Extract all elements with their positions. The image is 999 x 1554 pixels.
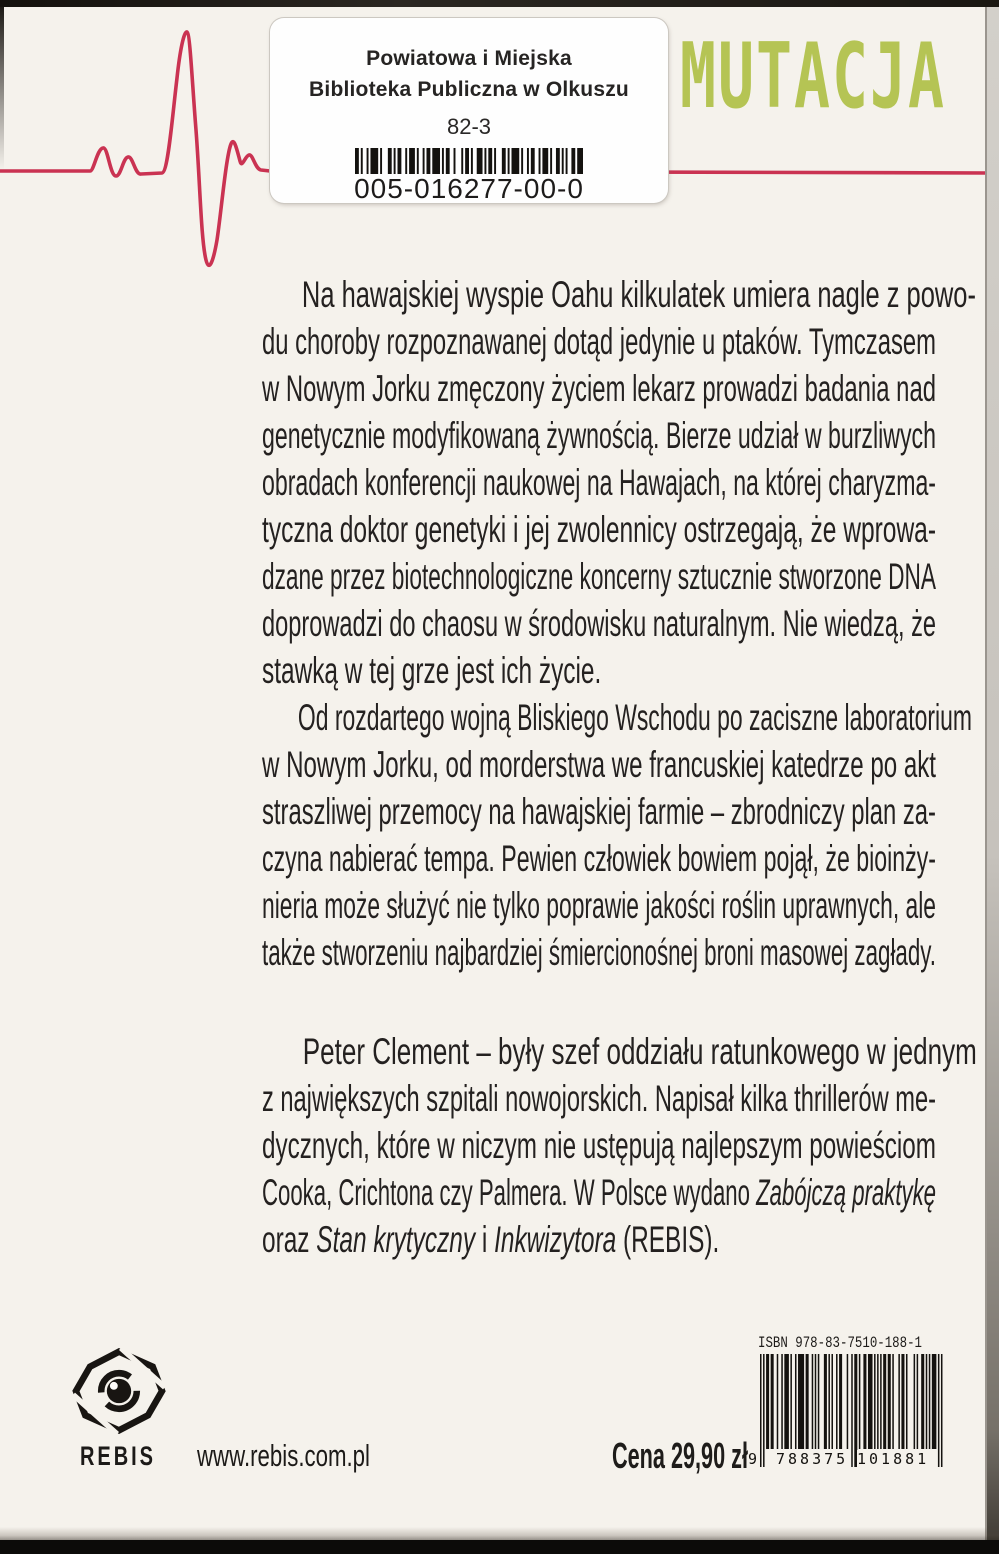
author-bio-lines (262, 1028, 977, 1169)
synopsis (262, 271, 976, 976)
text-line: Peter Clement – były szef oddziału ratunkowego w jednym (302, 1031, 977, 1072)
ean-digits (748, 1450, 944, 1468)
book-title-italic: Zabójczą praktykę (756, 1172, 936, 1213)
text-line: stawką w tej grze jest ich życie. (262, 650, 602, 691)
ean-digits-right: 101881 (857, 1450, 930, 1468)
author-bio-line5: oraz Stan krytyczny i Inkwizytora (REBIS). (262, 1219, 720, 1260)
library-barcode-number: 005-016277-00-0 (354, 173, 584, 204)
price-label: Cena 29,90 zł (612, 1435, 748, 1476)
text-line: nieria może służyć nie tylko poprawie jakości roślin uprawnych, ale (262, 885, 936, 926)
text-line: także stworzeniu najbardziej śmiercionośnej broni masowej zagłady. (262, 932, 936, 973)
publisher-website: www.rebis.com.pl (197, 1438, 370, 1473)
rebis-logo-icon (72, 1347, 166, 1435)
isbn-block (748, 1334, 952, 1468)
text-line: w Nowym Jorku, od morderstwa we francuskiej katedrze po akt (262, 744, 937, 785)
synopsis-paragraph-1 (262, 271, 976, 694)
text-line: Na hawajskiej wyspie Oahu kilkulatek umiera nagle z powo- (301, 274, 976, 315)
book-title-italic: Inkwizytora (494, 1219, 617, 1260)
publisher-name: REBIS (80, 1441, 156, 1471)
text-line: czyna nabierać tempa. Pewien człowiek bowiem pojął, że bioinży- (262, 838, 936, 879)
text-line: straszliwej przemocy na hawajskiej farmie – zbrodniczy plan za- (262, 791, 936, 832)
text-line: doprowadzi do chaosu w środowisku naturalnym. Nie wiedzą, że (262, 603, 936, 644)
text-line: genetycznie modyfikowaną żywnością. Bierze udział w burzliwych (262, 415, 936, 456)
ean-digit-first: 9 (748, 1450, 758, 1468)
library-sticker (270, 18, 668, 203)
scan-top-edge (0, 0, 999, 7)
book-title-italic: Stan krytyczny (316, 1219, 476, 1260)
text-line: tyczna doktor genetyki i jej zwolennicy ostrzegają, że wprowa- (262, 509, 936, 550)
text-line: Od rozdartego wojną Bliskiego Wschodu po zaciszne laboratorium (297, 697, 972, 738)
scan-left-edge (0, 0, 4, 170)
author-bio-line4: Cooka, Crichtona czy Palmera. W Polsce wydano Zabójczą praktykę (262, 1172, 936, 1213)
book-title: MUTACJA (680, 24, 946, 129)
text-line: dycznych, które w niczym nie ustępują najlepszym powieściom (262, 1125, 936, 1166)
isbn-label: ISBN 978-83-7510-188-1 (758, 1334, 922, 1352)
text-line: z największych szpitali nowojorskich. Napisał kilka thrillerów me- (262, 1078, 936, 1119)
text-line: du choroby rozpoznawanej dotąd jedynie u ptaków. Tymczasem (262, 321, 936, 362)
scan-right-strip (987, 0, 999, 1554)
library-classification: 82-3 (446, 114, 492, 139)
page-bottom-shadow (0, 1527, 999, 1541)
synopsis-paragraph-2 (262, 694, 972, 976)
text-line: obradach konferencji naukowej na Hawajach, na której charyzma- (262, 462, 936, 503)
ean-barcode (748, 1354, 944, 1468)
ean-digits-left: 788375 (776, 1450, 849, 1468)
scan-bottom-edge (0, 1540, 999, 1554)
library-institution-line1: Powiatowa i Miejska (366, 47, 572, 70)
text-line: dzane przez biotechnologiczne koncerny sztucznie stworzone DNA (262, 556, 936, 597)
text-line: w Nowym Jorku zmęczony życiem lekarz prowadzi badania nad (262, 368, 936, 409)
library-barcode-icon (355, 148, 583, 174)
author-bio (262, 1028, 977, 1263)
library-institution-line2: Biblioteka Publiczna w Olkuszu (309, 78, 629, 101)
